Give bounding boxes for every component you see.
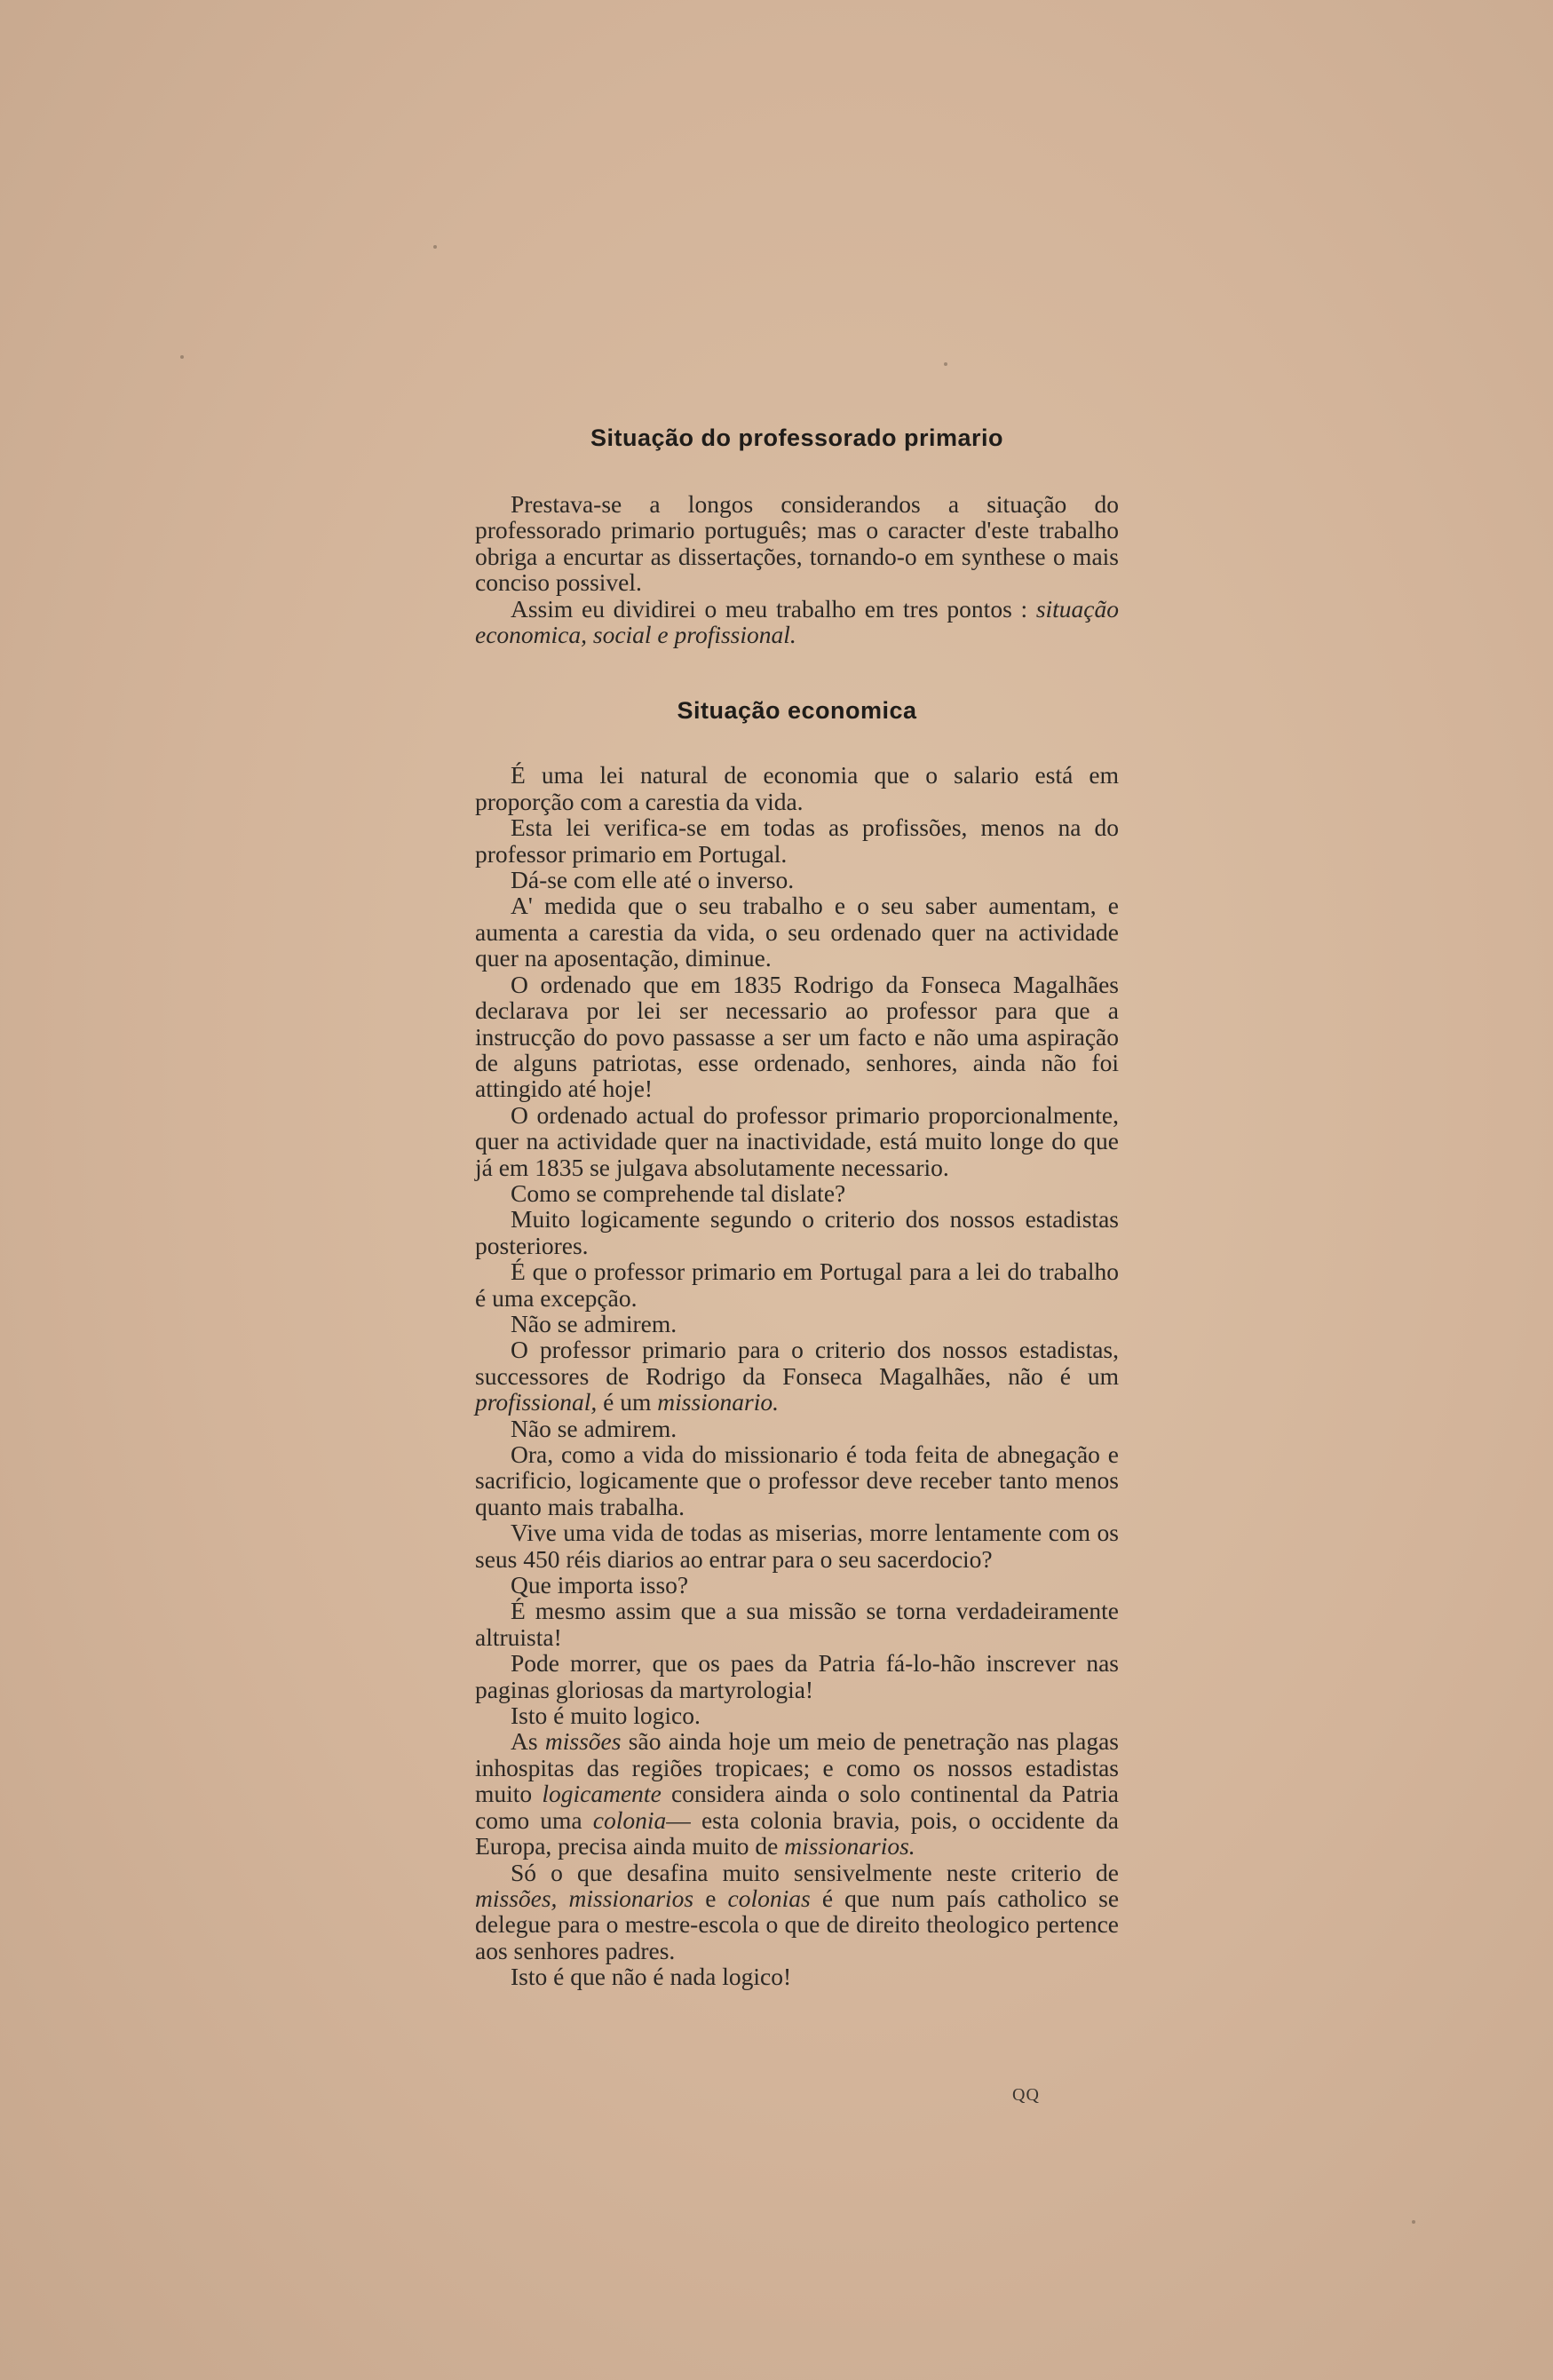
paragraph: Pode morrer, que os paes da Patria fá-lo-hão inscrever nas paginas gloriosas da martyrologia!: [475, 1649, 1119, 1703]
paragraph: O ordenado que em 1835 Rodrigo da Fonseca Magalhães declarava por lei ser necessario ao professor para que a instrucção do povo passasse a ser um facto e não uma aspiração de alguns patriotas, esse ordenado, senhores, ainda não foi attingido até hoje!: [475, 970, 1119, 1103]
paragraph: O ordenado actual do professor primario proporcionalmente, quer na actividade quer na inactividade, está muito longe do que já em 1835 se julgava absolutamente necessario.: [475, 1100, 1119, 1181]
emphasis: missões, missionarios: [475, 1884, 694, 1912]
paragraph: É que o professor primario em Portugal para a lei do trabalho é uma excepção.: [475, 1257, 1119, 1312]
emphasis: profissional,: [475, 1388, 598, 1416]
paragraph: Ora, como a vida do missionario é toda feita de abnegação e sacrificio, logicamente que o professor deve receber tanto menos quanto mais trabalha.: [475, 1440, 1119, 1520]
paragraph: Muito logicamente segundo o criterio dos nossos estadistas posteriores.: [475, 1205, 1119, 1259]
paragraph: Isto é muito logico.: [511, 1702, 701, 1730]
paragraph: Dá-se com elle até o inverso.: [511, 866, 795, 894]
emphasis: colonia: [592, 1805, 667, 1834]
paper-speck: [944, 362, 947, 366]
paragraph: Vive uma vida de todas as miserias, morre lentamente com os seus 450 réis diarios ao entrar para o seu sacerdocio?: [475, 1519, 1119, 1573]
paper-speck: [180, 355, 184, 359]
intro-paragraph: Prestava-se a longos considerandos a situação do professorado primario português; mas o caracter d'este trabalho obriga a encurtar as dissertações, tornando-o em synthese o mais conciso possivel.: [475, 490, 1119, 597]
emphasis: situação economica, social e profissional.: [475, 594, 1120, 649]
paragraph: Isto é que não é nada logico!: [511, 1963, 792, 1991]
paragraph: A' medida que o seu trabalho e o seu saber aumentam, e aumenta a carestia da vida, o seu ordenado quer na actividade quer na aposentação, diminue.: [475, 892, 1119, 972]
intro-paragraph: Assim eu dividirei o meu trabalho em tres pontos : situação economica, social e profissional.: [475, 594, 1120, 649]
paragraph: Não se admirem.: [511, 1414, 677, 1442]
emphasis: missionarios.: [784, 1832, 915, 1860]
paper-speck: [433, 245, 437, 249]
paragraph: Não se admirem.: [511, 1309, 677, 1337]
paragraph: É uma lei natural de economia que o salario está em proporção com a carestia da vida.: [475, 761, 1119, 815]
paragraph: Como se comprehende tal dislate?: [511, 1178, 846, 1207]
paragraph: É mesmo assim que a sua missão se torna verdadeiramente altruista!: [475, 1597, 1119, 1651]
document-page: [475, 424, 1119, 1990]
paragraph: Esta lei verifica-se em todas as profissões, menos na do professor primario em Portugal.: [475, 813, 1119, 868]
paper-speck: [1412, 2220, 1415, 2224]
emphasis: logicamente: [542, 1780, 662, 1808]
emphasis: missionario.: [657, 1388, 780, 1416]
paragraph: O professor primario para o criterio dos nossos estadistas, successores de Rodrigo da Fonseca Magalhães, não é um profissional, é um missionario.: [475, 1336, 1119, 1416]
signature: QQ: [1012, 2085, 1040, 2105]
emphasis: colonias: [727, 1884, 811, 1912]
paragraph: Só o que desafina muito sensivelmente neste criterio de missões, missionarios e colonias é que num país catholico se delegue para o mestre-escola o que de direito theologico pertence aos senhores padres.: [475, 1858, 1120, 1964]
paragraph: As missões são ainda hoje um meio de penetração nas plagas inhospitas das regiões tropicaes; e como os nossos estadistas muito logicamente considera ainda o solo continental da Patria como uma colonia— esta colonia bravia, pois, o occidente da Europa, precisa ainda muito de missionarios.: [475, 1727, 1119, 1860]
section-title: Situação economica: [677, 697, 917, 725]
page-title: Situação do professorado primario: [590, 424, 1004, 451]
paragraph: Que importa isso?: [511, 1571, 689, 1599]
emphasis: missões: [544, 1727, 622, 1756]
